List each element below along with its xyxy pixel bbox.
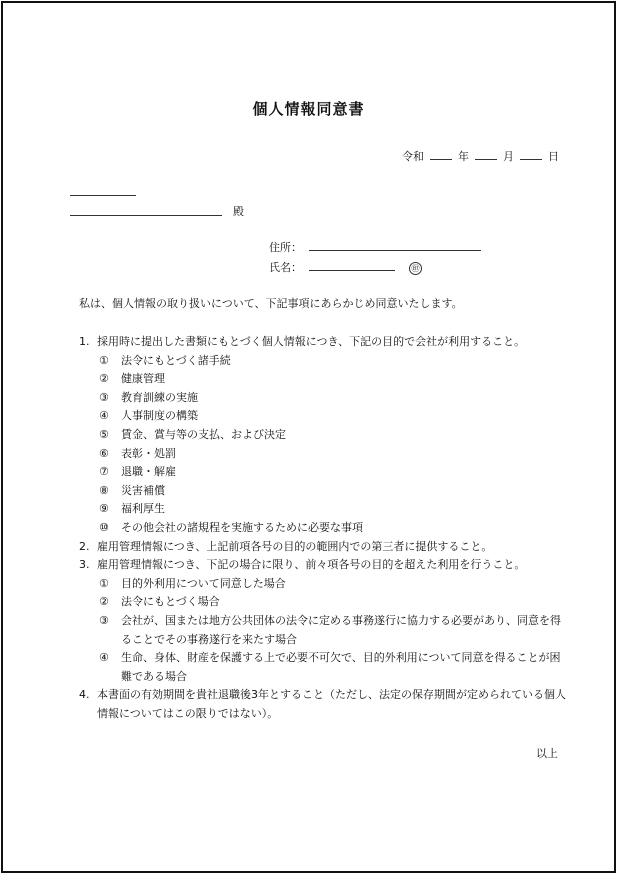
item-number: 3. xyxy=(79,558,90,572)
sub-item-marker: ① xyxy=(99,353,109,367)
sub-item-text: 人事制度の構築 xyxy=(121,409,198,423)
sub-item-marker: ③ xyxy=(99,390,109,404)
recipient-name-blank xyxy=(70,215,222,216)
sub-item-marker: ⑦ xyxy=(99,465,109,479)
sub-item-marker: ① xyxy=(99,576,109,590)
date-month-suffix: 月 xyxy=(503,150,514,163)
intro-statement: 私は、個人情報の取り扱いについて、下記事項にあらかじめ同意いたします。 xyxy=(79,297,463,310)
item-2 xyxy=(79,538,569,557)
sub-item-marker: ⑩ xyxy=(99,520,109,534)
sub-item xyxy=(79,445,569,464)
sub-item-marker: ② xyxy=(99,595,109,609)
item-number: 2. xyxy=(79,539,90,553)
sub-item-text: 災害補償 xyxy=(121,483,165,497)
sub-item xyxy=(79,482,569,501)
item-text: 本書面の有効期間を貴社退職後3年とすること（ただし、法定の保存期間が定められている個人情報についてはこの限りではない）。 xyxy=(97,688,566,720)
sub-item-marker: ② xyxy=(99,372,109,386)
date-day-suffix: 日 xyxy=(548,150,559,163)
sub-item-text: 目的外利用について同意した場合 xyxy=(121,576,286,590)
sub-item xyxy=(79,463,569,482)
sub-item xyxy=(79,407,569,426)
date-day-blank xyxy=(520,149,542,160)
sub-item-marker: ⑥ xyxy=(99,446,109,460)
name-row xyxy=(269,259,422,275)
item-number: 1. xyxy=(79,335,90,348)
date-year-blank xyxy=(430,149,452,160)
sub-item xyxy=(79,519,569,538)
sub-item-text: 生命、身体、財産を保護する上で必要不可欠で、目的外利用について同意を得ることが困難である場合 xyxy=(121,651,561,683)
sub-item-text: 法令にもとづく諸手続 xyxy=(121,353,231,367)
consent-document-page xyxy=(1,1,616,873)
consent-items xyxy=(79,333,569,723)
sub-item-text: 健康管理 xyxy=(121,372,165,386)
sub-item-marker: ④ xyxy=(99,651,109,665)
date-line xyxy=(402,148,559,164)
item-3 xyxy=(79,556,569,575)
recipient-company-blank xyxy=(70,195,136,196)
sub-item xyxy=(79,352,569,371)
sub-item-marker: ③ xyxy=(99,613,109,627)
sub-item-marker: ⑤ xyxy=(99,427,109,441)
name-blank xyxy=(309,260,395,271)
sub-item-text: 退職・解雇 xyxy=(121,465,176,479)
item-text: 採用時に提出した書類にもとづく個人情報につき、下記の目的で会社が利用すること。 xyxy=(97,335,526,348)
closing-mark: 以上 xyxy=(536,747,558,760)
sub-item-text: その他会社の諸規程を実施するために必要な事項 xyxy=(121,520,363,534)
item-1 xyxy=(79,333,569,352)
seal-icon: ㊞ xyxy=(409,262,422,275)
sub-item-marker: ④ xyxy=(99,409,109,423)
sub-item-text: 会社が、国または地方公共団体の法令に定める事務遂行に協力する必要があり、同意を得ることでその事務遂行を来たす場合 xyxy=(121,613,561,646)
item-number: 4. xyxy=(79,688,90,702)
sub-item-text: 表彰・処罰 xyxy=(121,446,176,460)
item-4 xyxy=(79,686,569,723)
sub-item-marker: ⑧ xyxy=(99,483,109,497)
sub-item-text: 教育訓練の実施 xyxy=(121,390,198,404)
sub-item xyxy=(79,575,569,594)
name-label: 氏名： xyxy=(269,261,302,274)
sub-item xyxy=(79,370,569,389)
sub-item-text: 賃金、賞与等の支払、および決定 xyxy=(121,427,286,441)
sub-item-text: 法令にもとづく場合 xyxy=(121,595,220,609)
sub-item xyxy=(79,612,569,649)
sub-item-text: 福利厚生 xyxy=(121,502,165,516)
recipient-suffix: 殿 xyxy=(233,205,244,218)
date-era: 令和 xyxy=(402,150,424,163)
sub-item xyxy=(79,389,569,408)
address-row xyxy=(269,239,481,255)
sub-item xyxy=(79,593,569,612)
date-month-blank xyxy=(475,149,497,160)
sub-item xyxy=(79,649,569,686)
sub-item xyxy=(79,500,569,519)
document-title: 個人情報同意書 xyxy=(252,100,365,118)
item-text: 雇用管理情報につき、下記の場合に限り、前々項各号の目的を超えた利用を行うこと。 xyxy=(97,558,526,572)
date-year-suffix: 年 xyxy=(458,150,469,163)
item-text: 雇用管理情報につき、上記前項各号の目的の範囲内での第三者に提供すること。 xyxy=(97,539,493,553)
address-label: 住所： xyxy=(269,241,302,254)
sub-item xyxy=(79,426,569,445)
address-blank xyxy=(309,240,481,251)
sub-item-marker: ⑨ xyxy=(99,502,109,516)
